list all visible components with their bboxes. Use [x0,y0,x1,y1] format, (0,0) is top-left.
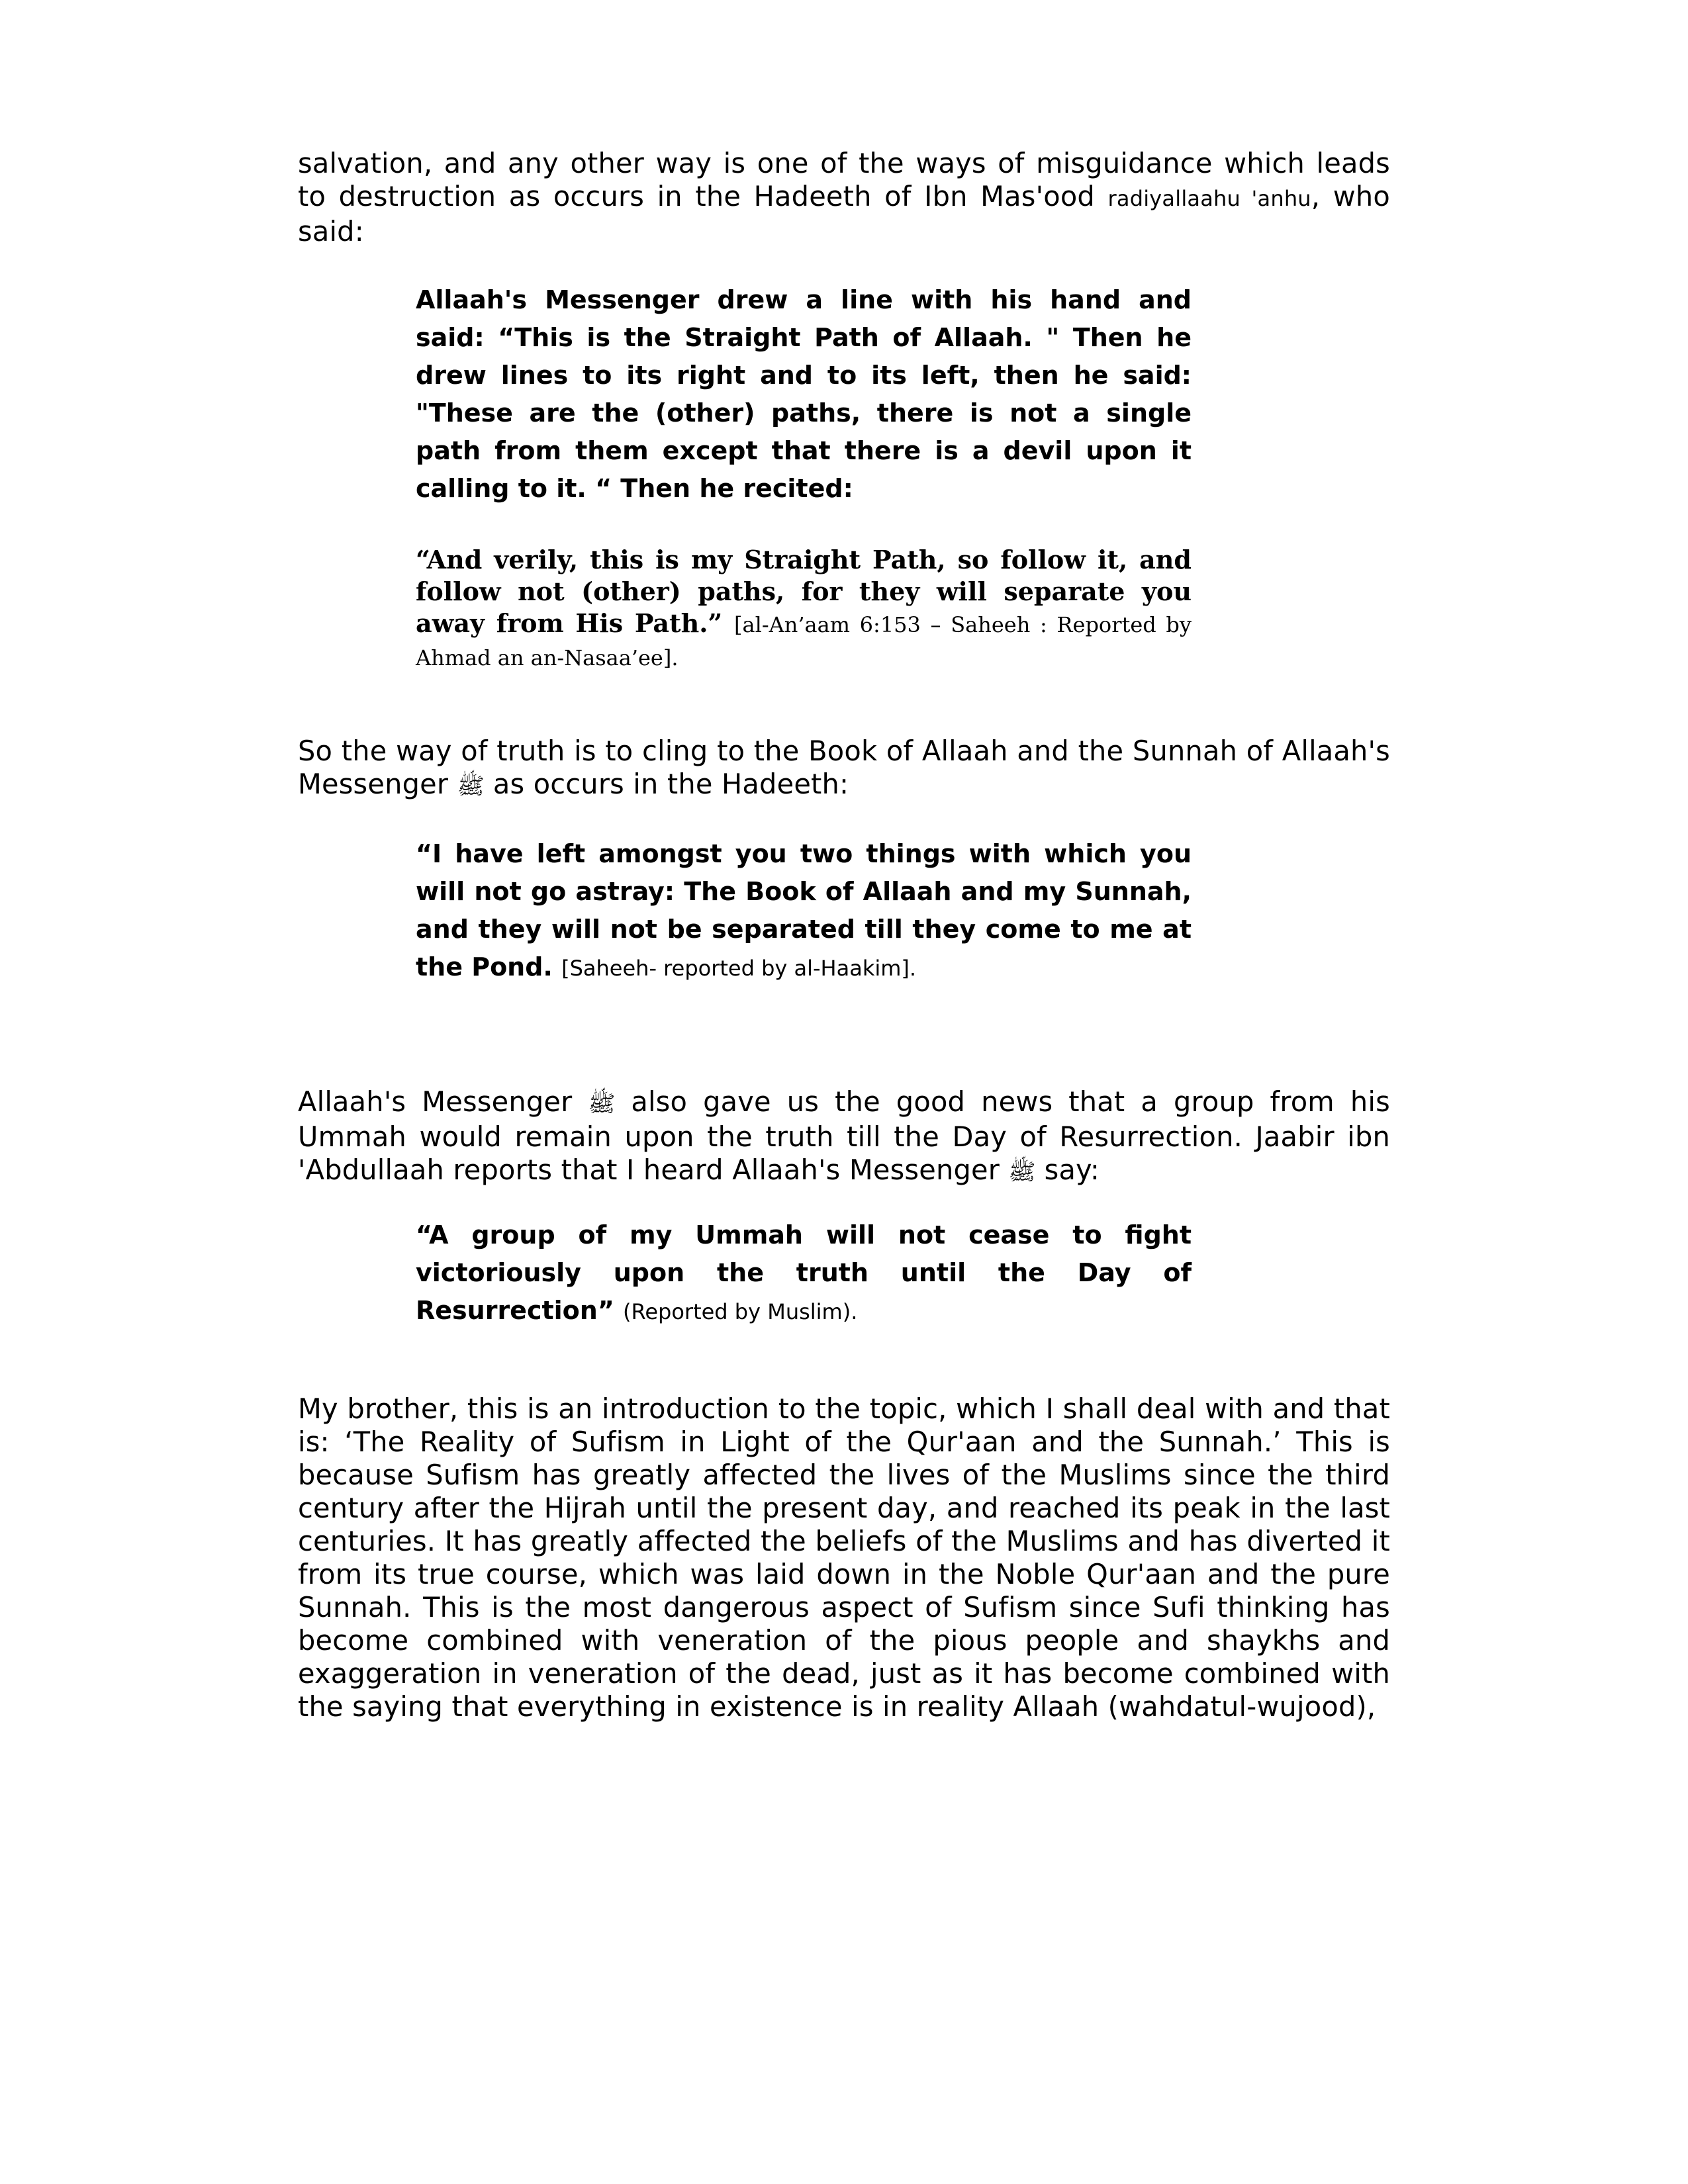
paragraph-text: , who said: [298,180,1390,248]
salawat-symbol: ﷺ [1008,1159,1036,1185]
quote-text: “A group of my Ummah will not cease to fight victoriously upon the truth until the Day of Resurrection” [416,1220,1192,1325]
salawat-symbol: ﷺ [588,1091,616,1117]
quote-text: “I have left amongst you two things with which you will not go astray: The Book of Allaah and my Sunnah, and they will not be separated till they come to me at the Pond. [416,839,1192,981]
paragraph-text: salvation, and any other way is one of the ways of misguidance which leads to destruction as occurs in the Hadeeth of Ibn Mas'ood [298,147,1390,212]
honorific-text: radiyallaahu 'anhu [1107,186,1311,211]
hadeeth-quote-group [416,1216,1192,1331]
paragraph-text: also gave us the good news that a group from his Ummah would remain upon the truth till the Day of Resurrection. Jaabir ibn 'Abdullaah reports that I heard Allaah's Messenger [298,1085,1390,1186]
paragraph-text: say: [1044,1154,1100,1186]
paragraph-ibn-masood [298,147,1390,248]
hadeeth-quote-straight-path [416,281,1192,508]
salawat-symbol: ﷺ [457,773,485,799]
quote-reference: [Saheeh- reported by al-Haakim]. [561,956,917,981]
paragraph-text: as occurs in the Hadeeth: [492,768,849,800]
paragraph-way-of-truth [298,735,1390,803]
paragraph-introduction [298,1392,1390,1723]
paragraph-text: My brother, this is an introduction to the topic, which I shall deal with and that is: ‘The Reality of Sufism in Light of the Qur'aan and the Sunnah.’ This is because Sufism has greatly affected the lives of the Muslims since the third century after the Hijrah until the present day, and reached its peak in the last centuries. It has greatly affected the beliefs of the Muslims and has diverted it from its true course, which was laid down in the Noble Qur'aan and the pure Sunnah. This is the most dangerous aspect of Sufism since Sufi thinking has become combined with veneration of the pious people and shaykhs and exaggeration in veneration of the dead, just as it has become combined with the saying that everything in existence is in reality Allaah (wahdatul-wujood), [298,1392,1390,1723]
quran-quote [416,544,1192,674]
paragraph-good-news [298,1085,1390,1189]
quote-text: “And verily, this is my Straight Path, so follow it, and follow not (other) paths, for they will separate you away from His Path.” [416,545,1192,638]
quote-text: Allaah's Messenger drew a line with his hand and said: “This is the Straight Path of Allaah. " Then he drew lines to its right and to its left, then he said: "These are the (other) paths, there is not a single path from them except that there is a devil upon it calling to it. “ Then he recited: [416,285,1192,503]
hadeeth-quote-two-things [416,835,1192,987]
quote-reference: (Reported by Muslim). [623,1299,858,1324]
paragraph-text: Allaah's Messenger [298,1085,573,1118]
quote-reference: [al-An’aam 6:153 – Saheeh : Reported by Ahmad an an-Nasaa’ee]. [416,612,1192,670]
paragraph-text: So the way of truth is to cling to the Book of Allaah and the Sunnah of Allaah's Messenger [298,735,1390,800]
